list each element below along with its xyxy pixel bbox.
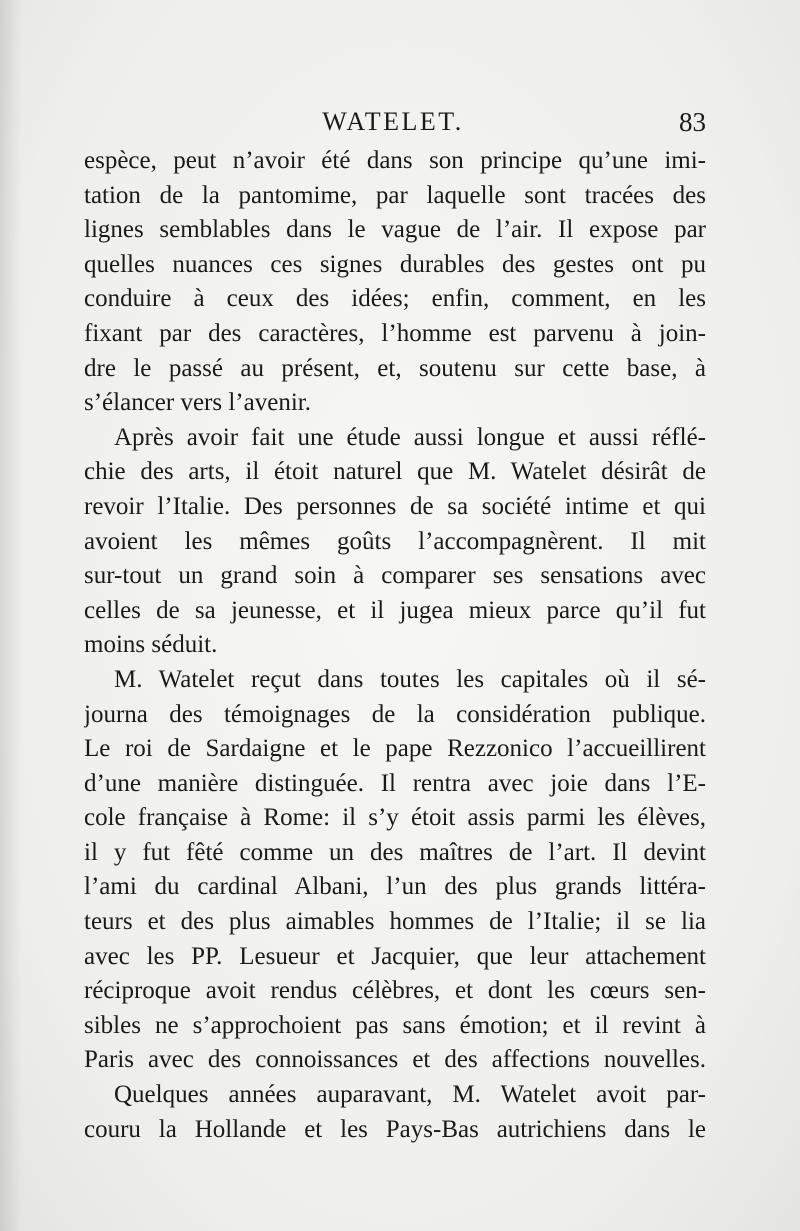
text-line: avoient les mêmes goûts l’accompagnèrent. Il mit (84, 527, 706, 555)
text-line: il y fut fêté comme un des maîtres de l’art. Il devint (84, 838, 706, 866)
text-line: tation de la pantomime, par laquelle sont tracées des (84, 181, 706, 209)
text-line: journa des témoignages de la considération publique. (84, 700, 706, 728)
gutter-shadow (0, 0, 22, 1231)
text-line: revoir l’Italie. Des personnes de sa société intime et qui (84, 492, 706, 520)
text-line: quelles nuances ces signes durables des gestes ont pu (84, 250, 706, 278)
paragraph-start-line: M. Watelet reçut dans toutes les capitales où il sé- (114, 665, 706, 693)
text-line: Le roi de Sardaigne et le pape Rezzonico l’accueillirent (84, 735, 706, 763)
paragraph-start-line: Après avoir fait une étude aussi longue et aussi réflé- (114, 423, 706, 451)
paragraph-end-line: s’élancer vers l’avenir. (84, 389, 311, 417)
text-line: sibles ne s’approchoient pas sans émotion; et il revint à (84, 1011, 706, 1039)
text-line: d’une manière distinguée. Il rentra avec joie dans l’E- (84, 769, 706, 797)
text-line: celles de sa jeunesse, et il jugea mieux parce qu’il fut (84, 596, 706, 624)
running-head: WATELET. (322, 107, 464, 136)
body-text (84, 144, 706, 1147)
text-line: sur-tout un grand soin à comparer ses sensations avec (84, 562, 706, 590)
text-line: lignes semblables dans le vague de l’air. Il expose par (84, 216, 706, 244)
text-line: conduire à ceux des idées; enfin, comment, en les (84, 285, 706, 313)
text-line: dre le passé au présent, et, soutenu sur cette base, à (84, 354, 706, 382)
paragraph-end-line: moins séduit. (84, 631, 218, 659)
page-number: 83 (679, 107, 706, 137)
text-line: fixant par des caractères, l’homme est parvenu à join- (84, 319, 706, 347)
text-line: teurs et des plus aimables hommes de l’Italie; il se lia (84, 908, 706, 936)
text-line: espèce, peut n’avoir été dans son principe qu’une imi- (84, 147, 706, 174)
text-line: couru la Hollande et les Pays-Bas autrichiens dans le (84, 1115, 706, 1143)
text-line: l’ami du cardinal Albani, l’un des plus grands littéra- (84, 873, 706, 901)
text-line: avec les PP. Lesueur et Jacquier, que leur attachement (84, 942, 706, 970)
paragraph-end-line: Paris avec des connoissances et des affections nouvelles. (84, 1046, 706, 1074)
text-line: réciproque avoit rendus célèbres, et dont les cœurs sen- (84, 977, 706, 1005)
text-line: cole française à Rome: il s’y étoit assis parmi les élèves, (84, 804, 706, 832)
paragraph-start-line: Quelques années auparavant, M. Watelet avoit par- (114, 1081, 706, 1109)
page-header (80, 104, 706, 140)
text-line: chie des arts, il étoit naturel que M. Watelet désirât de (84, 458, 706, 486)
